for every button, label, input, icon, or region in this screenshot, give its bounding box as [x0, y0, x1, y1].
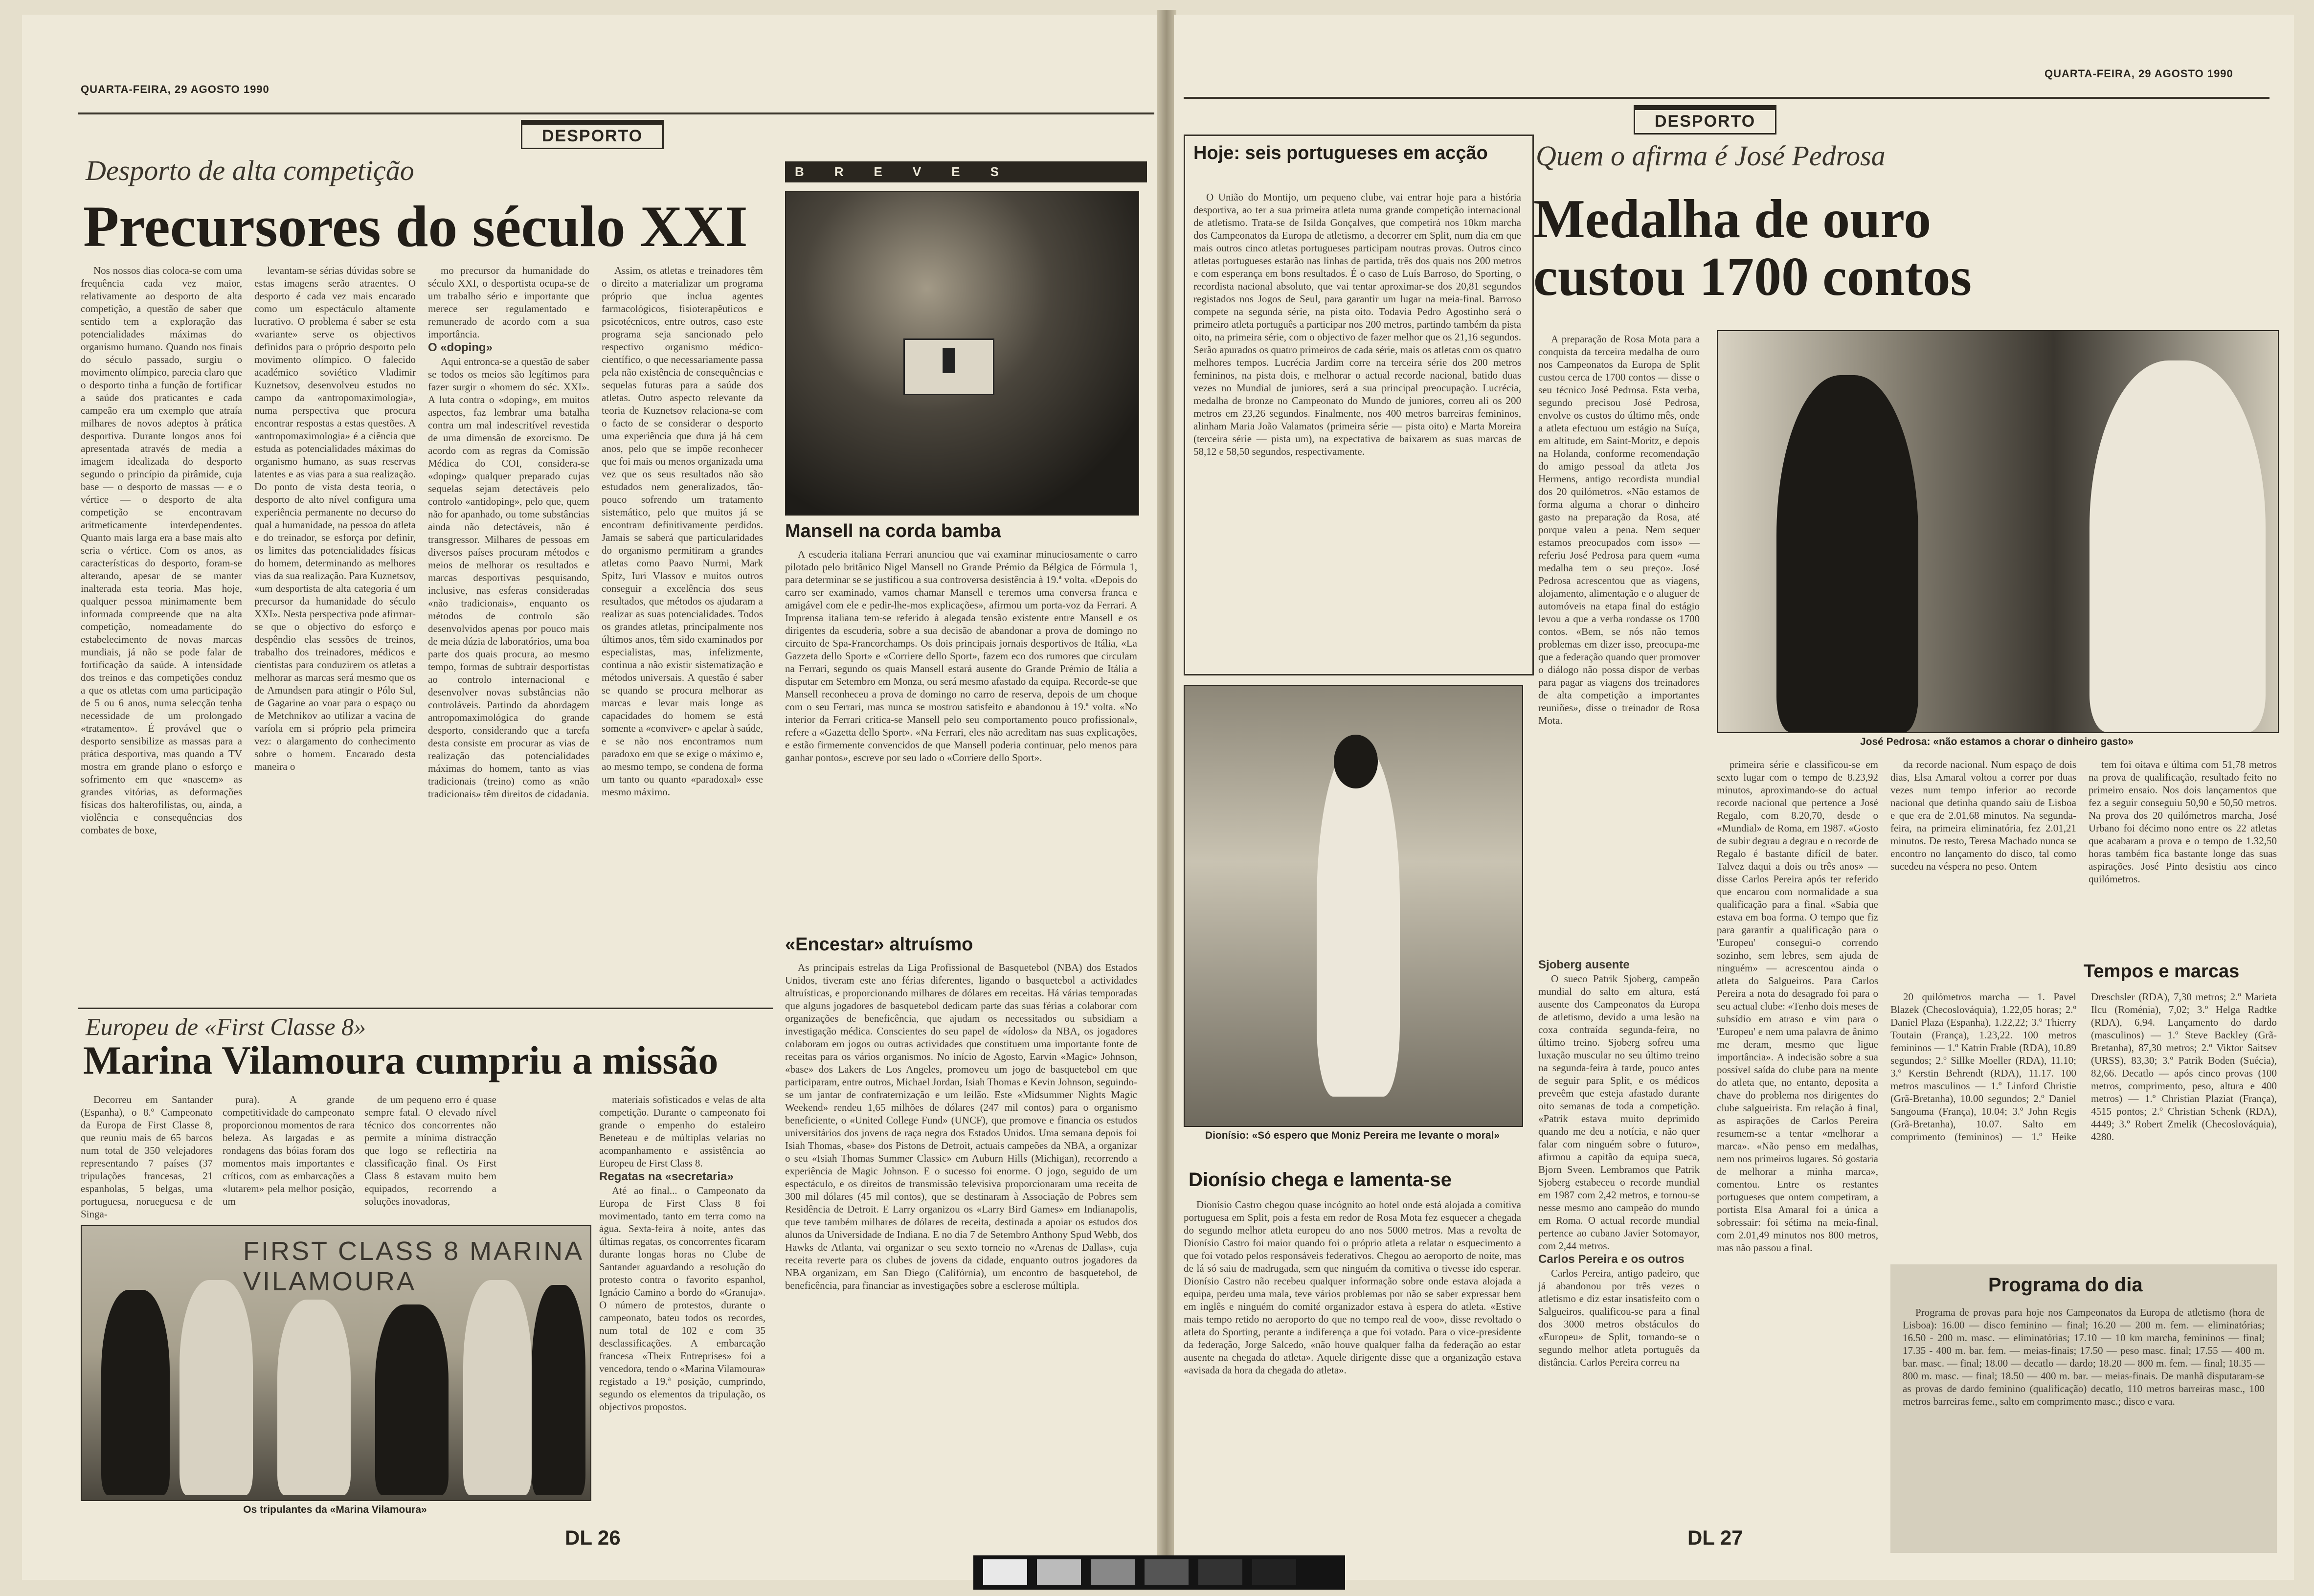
strip-cell — [1145, 1559, 1189, 1585]
left-dateline: QUARTA-FEIRA, 29 AGOSTO 1990 — [81, 83, 270, 95]
vilamoura-col-4-text: materiais sofisticados e velas de alta competição. Durante o campeonato foi grande o empenho do estaleiro Beneteau e de múltiplas velarias no acompanhamento e assistência ao Europeu de First Class 8. — [599, 1094, 765, 1169]
rosa-mota-figure — [2089, 360, 2266, 732]
vilamoura-col-1 — [81, 1093, 213, 1225]
vilamoura-rule — [78, 1008, 773, 1009]
pedrosa-caption: José Pedrosa: «não estamos a chorar o dinheiro gasto» — [1860, 736, 2134, 747]
vilamoura-headline: Marina Vilamoura cumpriu a missão — [83, 1038, 719, 1082]
pedrosa-col-3-text: tem foi oitava e última com 51,78 metros na prova de qualificação, resultado feito no primeiro ensaio. Nos dois lançamentos que fez a seguir conseguiu 50,90 e 50,50 metros. Na prova dos 20 quilómetros marcha, José Urbano foi décimo nono entre os 22 atletas que acabaram a prova e o tempo de 1.32,50 horas também fica bastante longe das suas aspirações. José Pinto desistiu aos cinco quilómetros. — [2089, 759, 2277, 885]
dionisio-headline: Dionísio chega e lamenta-se — [1189, 1169, 1452, 1191]
tempos-text: 20 quilómetros marcha — 1. Pavel Blazek (Checoslováquia), 1.22,05 horas; 2.º Daniel Plaza (Espanha), 1.22,22; 3.º Thierry Toutain (França), 1.23,22. 100 metros femininos — 1.º Katrin Frable (RDA), 10.89 segundos; 2.º Sillke Moeller (RDA), 11.10; 3.º Kerstin Behrendt (RDA), 11.17. 100 metros masculinos — 1.º Linford Christie (Grã-Bretanha), 10.00 segundos; 2.º Daniel Sangouma (França), 10.04; 3.º John Regis (Grã-Bretanha), 10.07. Salto em comprimento (femininos) — 1.º Heike Dreschsler (RDA), 7,30 metros; 2.º Marieta Ilcu (Roménia), 7,02; 3.º Helga Radtke (RDA), 6,94. Lançamento do dardo (masculinos) — 1.º Steve Backley (Grã-Bretanha), 87,30 metros; 2.º Viktor Saitsev (URSS), 83,30; 3.º Patrik Boden (Suécia), 82,66. Decatlo — após cinco provas (100 metros, comprimento, peso, altura e 400 metros) — 1.º Christian Plaziat (França), 4515 pontos; 2.º Christian Schenk (RDA), 4449; 3.º Robert Zmelik (Checoslováquia), 4280. — [1890, 991, 2277, 1143]
strip-cell — [1091, 1559, 1135, 1585]
main-col-3-text-b: Aqui entronca-se a questão de saber se todos os meios são legítimos para fazer surgir o «homem do séc. XXI». A luta contra o «doping», em muitos aspectos, faz lembrar uma batalha contra um mal indescritível revestida de uma dimensão de exorcismo. De acordo com as regras da Comissão Médica do COI, considera-se «doping» qualquer preparado cujas sequelas sejam detectáveis pelo controlo «antidoping», pelo que, quem não for apanhado, ou tome substâncias ainda não detectáveis, não é transgressor. Milhares de pessoas em diversos países procuram métodos e meios de melhorar os resultados e marcas desportivas pesquisando, inclusive, nas esferas consideradas «não tradicionais», enquanto os métodos de controlo são desenvolvidos apenas por pouco mais de meia dúzia de laboratórios, uma boa parte dos quais procura, ao mesmo tempo, formas de subtrair desportistas ao controlo internacional e desenvolver novas substâncias não controláveis. Partindo da abordagem antropomaximológica do grande desporto, considerando que a tarefa desta consiste em procurar as vias de realização das potencialidades máximas do homem, tanto as vias tradicionais (treino) como as «não tradicionais» têm direitos de cidadania. — [428, 356, 589, 800]
dionisio-text — [1184, 1198, 1521, 1551]
main-col-3 — [428, 264, 589, 998]
main-col-2 — [254, 264, 416, 998]
crew-member-5 — [463, 1280, 532, 1495]
left-folio: DL 26 — [565, 1526, 621, 1549]
encestar-text — [785, 961, 1137, 1499]
programa-text-body: Programa de provas para hoje nos Campeonatos da Europa de atletismo (hora de Lisboa): 16.00 — disco feminino — final; 16.20 — 200 m. fem. — eliminatórias; 16.50 - 200 m. masc. — eliminatórias; 17.10 — 10 km marcha, femininos — final; 17.35 - 400 m. bar. fem. — meias-finais; 17.50 — peso masc. final; 17.55 — 400 m. bar. masc. — final; 18.00 — decatlo — dardo; 18.20 — 800 m. fem. — final; 18.35 — 800 m. masc. — final; 18.50 — 400 m. bar. — meias-finais. De manhã disputaram-se as provas de dardo feminino (qualificação) decatlo, 110 metros barreiras masc., 100 metros barreiras feme., salto em comprimento masc.; disco e vara. — [1903, 1306, 2265, 1407]
vilamoura-col-2 — [223, 1093, 355, 1225]
hoje-text-body: O União do Montijo, um pequeno clube, vai entrar hoje para a história desportiva, ao ter a sua primeira atleta numa grande competição internacional de atletismo. Trata-se de Isilda Gonçalves, que competirá nos 10km marcha dos Campeonatos da Europa de atletismo, a decorrer em Split, num dia em que mais outros cinco atletas portugueses participam noutras provas. Outros cinco atletas portugueses estarão nas linhas de partida, três dos quais nos 200 metros e com esperança em bons resultados. É o caso de Luís Barroso, do Sporting, o recordista nacional absoluto, que vai tentar aproximar-se dos 20,81 segundos registados nos Jogos de Seul, para garantir um lugar na meia-final. Barroso compete na segunda série, na pista oito. Todavia Pedro Agostinho será o primeiro atleta português a participar nos 200 metros, partindo também da pista oito, na primeira série, com o objectivo de fazer melhor que os 21,16 segundos. Serão apurados os quatro primeiros de cada série, mais os atletas com os quatro melhores tempos. Lucrécia Jardim corre na terceira série dos 200 metros femininos, na pista dois, e melhorar o actual recorde nacional, batido duas vezes no Mundial de juniores, será a sua principal preocupação. Lucrécia, medalha de bronze no Campeonato do Mundo de juniores, correu ali os 200 metros em 23,26 segundos. Finalmente, nos 400 metros barreiras femininos, alinham Maria João Valamatos (primeira série — pista oito) e Marta Moreira (terceira série — pista um), na expectativa de baixarem as suas marcas de 58,12 e 58,50 segundos, respectivamente. — [1193, 191, 1521, 457]
vilamoura-col-2-text: pura). A grande competitividade do campeonato proporcionou momentos de rara beleza. As largadas e as rondagens das bóias foram dos momentos mais importantes e críticos, com as embarcações a «lutarem» pela melhor posição, um — [223, 1094, 355, 1207]
programa-text — [1903, 1306, 2265, 1546]
pedrosa-col-3 — [2089, 758, 2277, 954]
photo-sign: FIRST CLASS 8 MARINA VILAMOURA — [243, 1236, 583, 1296]
strip-cell — [1037, 1559, 1081, 1585]
crew-member-3 — [277, 1300, 351, 1495]
vilamoura-caption: Os tripulantes da «Marina Vilamoura» — [243, 1504, 427, 1515]
vilamoura-col-1-text: Decorreu em Santander (Espanha), o 8.º Campeonato da Europa de First Classe 8, que reuniu mais de 65 barcos num total de 350 velejadores representando 7 países (37 tripulações francesas, 21 espanholas, 5 belgas, uma portuguesa, norueguesa e de Singa- — [81, 1094, 213, 1220]
main-headline: Precursores do século XXI — [83, 194, 748, 259]
encestar-text-body: As principais estrelas da Liga Profissional de Basquetebol (NBA) dos Estados Unidos, tiveram este ano férias diferentes, ligando o basquetebol a actividades altruísticas, e proporcionando milhares de dólares em receitas. Há várias temporadas que alguns jogadores de basquetebol dedicam parte das suas férias a colaborar com organizações de beneficência, que ajudam os necessitados ou subsidiam a investigação médica. Conscientes do seu papel de «ídolos» da NBA, os jogadores colaboram em jogos ou outras actividades que constituem uma importante fonte de receitas para os vários organismos. No início de Agosto, Earvin «Magic» Johnson, «base» dos Lakers de Los Angeles, promoveu um jogo de basquetebol em que participaram, entre outros, Michael Jordan, Isiah Thomas e Kevin Johnson, seguindo-se um jantar de confraternização e um leilão. Este «Midsummer Nights Magic Weekend» rendeu 1,65 milhões de dólares (247 mil contos) para o organismo beneficiente, o «United College Fund» (UNCF), que promove e financia os estudos universitários dos jovens de raça negra dos Estados Unidos. Uma semana depois foi Isiah Thomas, «base» dos Pistons de Detroit, actuais campeões da NBA, a organizar o seu «Isiah Thomas Summer Classic» em Auburn Hills (Michigan), recorrendo a experiência de Magic Johnson. E o sucesso foi enorme. O jogo, seguido de um espectáculo, e os direitos de transmissão televisiva proporcionaram uma receita de 300 mil dólares (45 mil contos), que se destinaram à Associação de Pobres sem Residência de Detroit. E Larry organizou os «Larry Bird Games» em Indianapolis, que teve também milhares de dólares de receita, destinada a apoiar os estudos dos alunos da Universidade de Indiana. E no dia 7 de Setembro Anthony Spud Webb, dos Hawks de Atlanta, vai organizar o seu sexto torneio no «Arenas de Dallas», cuja receita reverte para os clubes de jovens da cidade, enquanto outros jogadores da NBA organizam, em San Diego (Califórnia), um encontro de basquetebol, de beneficência, para financiar as investigações sobre a esclerose múltipla. — [785, 962, 1137, 1291]
hoje-text — [1193, 191, 1521, 665]
pedrosa-col-2 — [1717, 758, 1878, 1551]
strip-cell — [983, 1559, 1027, 1585]
mansell-headline: Mansell na corda bamba — [785, 521, 1001, 541]
crew-member-4 — [375, 1304, 449, 1495]
right-folio: DL 27 — [1687, 1526, 1743, 1549]
right-page — [1174, 15, 2294, 1580]
main-col-3-text: mo precursor da humanidade do século XXI, o desportista ocupa-se de um trabalho sério e importante que merece ser regulamentado e remunerado de acordo com a sua importância. — [428, 265, 589, 340]
main-col-4 — [602, 264, 763, 998]
sjoberg-subhead: Sjoberg ausente — [1538, 959, 1630, 971]
vilamoura-col-4-text-b: Até ao final... o Campeonato da Europa de First Class 8 foi movimentado, tanto em terra como na água. Sexta-feira à noite, antes das últimas regatas, os concorrentes ficaram durante longas horas no Clube de Santander aguardando a resolução do protesto contra o favorito espanhol, Ignácio Camino a bordo do «Granuja». O número de protestos, durante o campeonato, bateu todos os recordes, num total de 102 e com 35 desclassificações. A embarcação francesa «Theix Entreprises» foi a vencedora, tendo o «Marina Vilamoura» registado a 19.ª posição, cumprindo, segundo os elementos da tripulação, os objectivos propostos. — [599, 1185, 765, 1413]
tempos-title: Tempos e marcas — [2084, 961, 2240, 982]
dionisio-text-body: Dionísio Castro chegou quase incógnito ao hotel onde está alojada a comitiva portuguesa em Split, pois a festa em redor de Rosa Mota fez esquecer a chegada do segundo melhor atleta europeu do ano nos 5000 metros. Mas a revolta de Dionísio Castro foi maior quando foi o próprio atleta a relatar o esquecimento a que foi votado pelos responsáveis federativos. Chegou ao aeroporto de noite, mas de lá só saiu de madrugada, sem que ninguém da comitiva o tivesse ido esperar. Dionísio Castro não recebeu qualquer informação sobre onde estava alojada a equipa, perdeu uma mala, teve vários problemas por não se saber expressar bem em inglês e ninguém do comité organizador estava à espera do atleta. «Estive mais tempo retido no aeroporto do que no tempo real de voo», disse revoltado o atleta do Sporting, perante a indiferença a que foi votado. Para o vice-presidente da federação, Jorge Salcedo, «não houve qualquer falha da federação ao estar ausente na chegada do atleta». Aquele dirigente disse que a organização estava «avisada da hora da chegada do atleta». — [1184, 1199, 1521, 1376]
breves-bar: BREVES — [785, 161, 1147, 182]
dionisio-caption: Dionísio: «Só espero que Moniz Pereira me levante o moral» — [1205, 1130, 1500, 1141]
calibration-strip — [973, 1555, 1345, 1590]
pedrosa-kicker: Quem o afirma é José Pedrosa — [1536, 140, 1886, 172]
pedrosa-col-3a — [1890, 758, 2076, 954]
runner-figure — [1317, 744, 1400, 1097]
crew-member-1 — [101, 1290, 170, 1495]
hoje-headline: Hoje: seis portugueses em acção — [1193, 143, 1488, 163]
pedrosa-figure — [1776, 375, 1918, 732]
pedrosa-photo — [1717, 330, 2279, 733]
main-col-1-text: Nos nossos dias coloca-se com uma frequência cada vez maior, relativamente ao desporto de alta competição, a questão de saber que sentido tem a exploração das potencialidades máximas do organismo humano. Quando nos finais do século passado, surgiu o movimento olímpico, parecia claro que o desporto tinha a função de fortificar a saúde dos praticantes e cada campeão era um exemplo que atraía milhares de novos adeptos à prática desportiva. Durante longos anos foi apresentada através de media a imagem idealizada do desporto segundo o princípio da pirâmide, cuja base — o desporto de massas — e o vértice — o desporto de alta competição se encontravam aritmeticamente interdependentes. Quanto mais larga era a base mais alto seria o vértice. Com os anos, as características do desporto, foram-se alterando, apesar de se manter inalterada esta teoria. Mas hoje, qualquer pessoa minimamente bem informada compreende que na alta competição, nomeadamente do estabelecimento de novas marcas mundiais, já não se pode falar de fortificação da saúde. A intensidade dos treinos e das competições conduz a que os atletas com uma participação de 5 ou 6 anos, numa selecção tenha necessidade de um prolongado «tratamento». É provável que o desporto sensibilize as massas para a prática desportiva, mas quando a TV mostra em grande plano o esforço e sofrimento em que «nascem» as grandes vitórias, as deformações físicas dos halterofilistas, ou, ainda, a violência e consequências dos combates de boxe, — [81, 265, 242, 836]
right-dateline: QUARTA-FEIRA, 29 AGOSTO 1990 — [2044, 67, 2233, 80]
strip-cell — [1198, 1559, 1242, 1585]
pedrosa-col-2-text: primeira série e classificou-se em sexto lugar com o tempo de 8.23,92 minutos, aproximando-se do actual recorde nacional que pertence a José Regalo, com 8.20,70, desde o «Mundial» de Roma, em 1987. «Gosto de subir degrau a degrau e o recorde de Regalo é bastante difícil de bater. Talvez daqui a dois ou três anos» — disse Carlos Pereira após ter referido que encarou com normalidade a sua qualificação para a final. «Sabia que estava em boa forma. O tempo que fiz para garantir a qualificação para o 'Europeu' consegui-o correndo sozinho, sem lebres, sem ajuda de ninguém» — acrescentou ainda o atleta do Salgueiros. Para Carlos Pereira a nota do desagrado foi para o seu actual clube: «Tenho dois meses de subsídio em atraso e vim para o 'Europeu' e nem uma palavra de ânimo me deram, mesmo que ligue importância». A indecisão sobre a sua possível saída do clube para na mente do atleta que, no entanto, deposita a chave do problema nos dirigentes do clube salgueirista. Em relação à final, as aspirações de Carlos Pereira resumem-se a tentar «melhorar a marca». «Não penso em medalhas, nem nos primeiros lugares. Só gostaria de melhorar a minha marca», comentou. Entre os restantes portugueses que ontem competiram, a portista Elsa Amaral foi a única a sobressair: foi sétima na meia-final, com 2.01,49 minutos nos 800 metros, mas não passou a final. — [1717, 759, 1878, 1254]
top-rule — [78, 112, 1154, 114]
encestar-headline: «Encestar» altruísmo — [785, 934, 973, 955]
main-kicker: Desporto de alta competição — [86, 155, 414, 186]
vilamoura-col-3 — [364, 1093, 496, 1225]
main-col-2-text: levantam-se sérias dúvidas sobre se estas imagens serão atraentes. O desporto é cada vez mais encarado como um espectáculo altamente lucrativo. O problema é saber se esta «variante» serve os objectivos definidos para o próprio desporto pelo movimento olímpico. O falecido académico soviético Vladimir Kuznetsov, desenvolveu estudos no campo da «antropomaximologia», numa perspectiva que procura encontrar respostas a estas questões. A «antropomaximologia» é a ciência que estuda as potencialidades máximas do organismo humano, as suas reservas latentes e as vias para a sua realização. Do ponto de vista desta teoria, o desporto de alto nível configura uma experiência permanente no decurso do qual a humanidade, na pessoa do atleta e do treinador, se esforça por definir, os limites das potencialidades físicas do homem, determinando as melhores vias da sua realização. Para Kuznetsov, «um desportista de alta categoria é um precursor da humanidade do século XXI». Nesta perspectiva pode afirmar-se que o objectivo do esforço e despêndio elas sessões de treinos, trabalho dos treinadores, médicos e cientistas para conduzirem os atletas a melhorar as marcas será mesmo que os de Amundsen para atingir o Pólo Sul, de Gagarine ao voar para o espaço ou de Metchnikov ao utilizar a vacina de varíola em si próprio pela primeira vez: o alargamento do conhecimento sobre o homem. Encarado desta maneira o — [254, 265, 416, 772]
right-top-rule — [1184, 97, 2269, 99]
mansell-text-body: A escuderia italiana Ferrari anunciou que vai examinar minuciosamente o carro pilotado pelo britânico Nigel Mansell no Grande Prémio da Bélgica de Fórmula 1, para determinar se se justificou a sua controversa desistência à 19.ª volta. «Depois do carro ser examinado, vamos chamar Mansell e teremos uma conversa franca e amigável com ele e pedir-lhe-mos explicações», afirmou um porta-voz da Ferrari. A Imprensa italiana tem-se referido à alegada tensão existente entre Mansell e os dirigentes da escuderia, sobre a sua decisão de abandonar a prova de domingo no circuito de Spa-Francorchamps. Os dois principais jornais desportivos de Itália, «La Gazzeta dello Sport» e «Corriere dello Sport», fazem eco dos rumores que circulam na Ferrari, segundo os quais Mansell estará ausente do Grande Prémio de Itália a disputar em Setembro em Monza, ou será mesmo afastado da equipa. Recorde-se que Mansell reconheceu a prova de domingo no carro de reserva, depois de um choque com o seu Ferrari, mas nunca se mostrou satisfeito e abandonou à 19.ª volta. «No interior da Ferrari critica-se Mansell pelo seu comportamento pouco profissional», refere a «Gazetta dello Sport». «Na Ferrari, eles não acreditam nas suas explicações, e estão firmemente convencidos de que Mansell poderia continuar, pelo menos para ganhar pontos», escreve por seu lado o «Corriere dello Sport». — [785, 548, 1137, 764]
carlos-subhead: Carlos Pereira e os outros — [1538, 1253, 1685, 1266]
main-col-4-text: Assim, os atletas e treinadores têm o direito a materializar um programa próprio que inclua agentes farmacológicos, fisioterapêuticos e psicotécnicos, entre outros, caso este programa seja sancionado pelo respectivo organismo médico-científico, o que necessariamente passa pela não existência de consequências e sequelas futuras para a saúde dos atletas. Outro aspecto relevante da teoria de Kuznetsov relaciona-se com o facto de se considerar o desporto uma experiência que dura já há cem anos, pelo que se impõe reconhecer que foi mais ou menos organizada uma vez que os seus resultados não são estudados nem generalizados, tão-pouco sofrendo um tratamento sistemático, pelo que muitos já se encontram definitivamente perdidos. Jamais se saberá que particularidades do organismo permitiram a grandes atletas como Paavo Nurmi, Mark Spitz, Iuri Vlassov e muitos outros conseguir a excelência dos seus resultados, que métodos os ajudaram a realizar as suas potencialidades. Todos os grandes atletas, principalmente nos últimos anos, têm sido examinados por especialistas, mas, infelizmente, continua a não existir sistematização e métodos universais. A questão é saber se quando se procura melhorar as marcas e levar mais longe as capacidades do homem se está somente a «conviver» e apelar à saúde, e se não nos encontramos num paradoxo em que se exige o máximo e, ao mesmo tempo, se condena de forma um tanto ou quanto «paradoxal» esse mesmo máximo. — [602, 265, 763, 798]
pedrosa-headline: Medalha de ouro custou 1700 contos — [1533, 189, 1972, 307]
doping-subhead: O «doping» — [428, 341, 493, 354]
vilamoura-col-3-text: de um pequeno erro é quase sempre fatal. O elevado nível técnico dos concorrentes não permite a mínima distracção que logo se reflectiria na classificação final. Os First Class 8 estavam muito bem equipados, recorrendo a soluções inovadoras, — [364, 1094, 496, 1207]
carlos-text: Carlos Pereira, antigo padeiro, que já abandonou por três vezes o atletismo e diz estar insatisfeito com o Salgueiros, qualificou-se para a final dos 3000 metros obstáculos do «Europeu» de Split, tornando-se o segundo melhor atleta português da distância. Carlos Pereira correu na — [1538, 1267, 1700, 1368]
tempos-list — [1890, 990, 2277, 1250]
sjoberg-text: O sueco Patrik Sjoberg, campeão mundial do salto em altura, está ausente dos Campeonatos da Europa de atletismo, devido a uma lesão na coxa contraída segunda-feira, no último treino. Sjoberg sofreu uma luxação muscular no seu último treino na segunda-feira à tarde, pouco antes de seguir para Split, e os médicos preveêm que esteja afastado durante oito semanas de toda a competição. «Patrik estava muito deprimido quando me deu a notícia, e não quer falar com ninguém sobre o futuro», afirmou a capitão da equipa sueca, Bjorn Sveen. Lembramos que Patrik Sjoberg estabeceu o recorde mundial em 1987 com 2,42 metros, e tornou-se nesse mesmo ano campeão do mundo em Roma. O actual recorde mundial pertence ao cubano Javier Sotomayor, com 2,44 metros. — [1538, 973, 1700, 1252]
mansell-photo — [785, 191, 1139, 516]
left-section-tab: DESPORTO — [521, 120, 664, 149]
main-col-1 — [81, 264, 242, 998]
right-section-tab: DESPORTO — [1634, 105, 1776, 135]
regatas-subhead: Regatas na «secretaria» — [599, 1170, 734, 1183]
sjoberg-col — [1538, 959, 1700, 1551]
pedrosa-col-1-text: A preparação de Rosa Mota para a conquista da terceira medalha de ouro nos Campeonatos da Europa de Split custou cerca de 1700 contos — disse o seu técnico José Pedrosa. Esta verba, segundo precisou José Pedrosa, envolve os custos do último mês, onde a atleta efectuou um estágio na Suíça, em altitude, em Saint-Moritz, e depois na Holanda, conforme recomendação do amigo pessoal da atleta Jos Hermens, antigo recordista mundial dos 20 quilómetros. «Não estamos de forma alguma a chorar o dinheiro gasto na preparação da Rosa, até porque valeu a pena. Nem sequer estamos preocupados com isso» — referiu José Pedrosa para quem «uma medalha tem o seu preço». José Pedrosa acrescentou que as viagens, alojamento, alimentação e o aluguer de automóveis na etapa final do estágio levou a que a verba rondasse os 1700 contos. «Bem, se nós não temos problemas em dizer isso, preocupa-me que a federação quando quer promover o diálogo não possa dispor de verbas para pagar as viagens dos treinadores de alta competição a importantes reuniões», disse o treinador de Rosa Mota. — [1538, 333, 1700, 726]
runner-head — [1334, 735, 1378, 788]
pedrosa-col-3a-text: da recorde nacional. Num espaço de dois dias, Elsa Amaral voltou a correr por duas vezes num tempo inferior ao recorde nacional que detinha quando saiu de Lisboa e que era de 2.01,68 minutos. Na segunda-feira, na primeira eliminatória, fez 2.01,21 minutos. De resto, Teresa Machado nunca se encontro no lançamento do disco, tal como sucedeu na véspera no peso. Ontem — [1890, 759, 2076, 872]
dionisio-photo — [1184, 685, 1523, 1127]
strip-cell — [1252, 1559, 1296, 1585]
pedrosa-col-1 — [1538, 333, 1700, 949]
mobil-logo: ▮ — [903, 338, 994, 395]
mansell-text — [785, 548, 1137, 929]
vilamoura-col-4 — [599, 1093, 765, 1484]
spine-gutter — [1157, 10, 1176, 1590]
programa-title: Programa do dia — [1988, 1274, 2143, 1296]
vilamoura-photo — [81, 1225, 591, 1501]
crew-member-2 — [180, 1280, 253, 1495]
vilamoura-kicker: Europeu de «First Classe 8» — [86, 1013, 366, 1040]
left-page — [22, 15, 1157, 1580]
crew-member-6 — [532, 1285, 585, 1495]
